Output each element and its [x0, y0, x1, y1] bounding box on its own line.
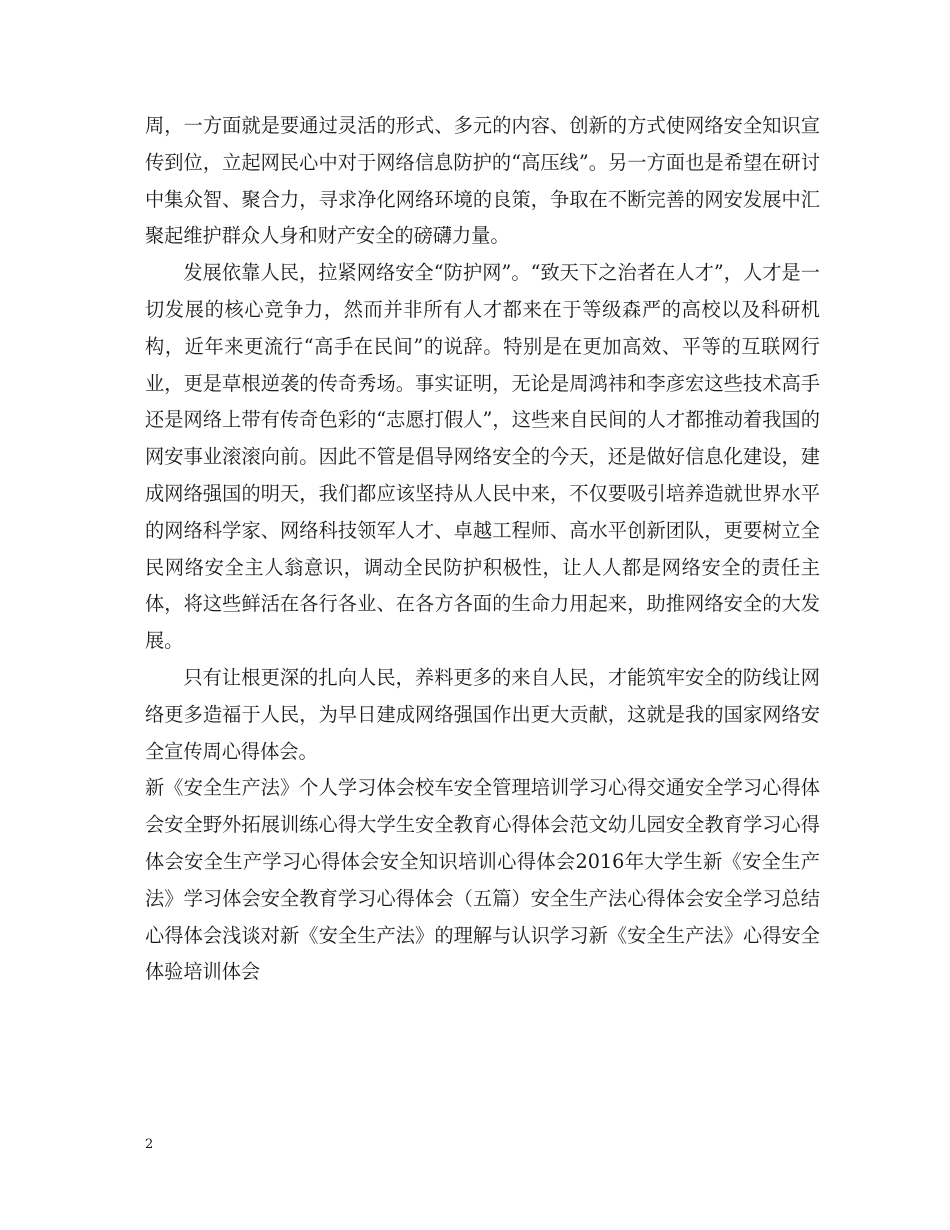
- paragraph-3: 只有让根更深的扎向人民，养料更多的来自人民，才能筑牢安全的防线让网络更多造福于人民，为早日建成网络强国作出更大贡献，这就是我的国家网络安全宣传周心得体会。: [145, 665, 820, 763]
- related-articles-list: 新《安全生产法》个人学习体会校车安全管理培训学习心得交通安全学习心得体会安全野外拓展训练心得大学生安全教育心得体会范文幼儿园安全教育学习心得体会安全生产学习心得体会安全知识培训心得体会2016年大学生新《安全生产法》学习体会安全教育学习心得体会（五篇）安全生产法心得体会安全学习总结心得体会浅谈对新《安全生产法》的理解与认识学习新《安全生产法》心得安全体验培训体会: [145, 776, 820, 984]
- paragraph-1: 周，一方面就是要通过灵活的形式、多元的内容、创新的方式使网络安全知识宣传到位，立起网民心中对于网络信息防护的“高压线”。另一方面也是希望在研讨中集众智、聚合力，寻求净化网络环境的良策，争取在不断完善的网安发展中汇聚起维护群众人身和财产安全的磅礴力量。: [145, 114, 820, 248]
- paragraph-2: 发展依靠人民，拉紧网络安全“防护网”。“致天下之治者在人才”，人才是一切发展的核心竞争力，然而并非所有人才都来在于等级森严的高校以及科研机构，近年来更流行“高手在民间”的说辞。特别是在更加高效、平等的互联网行业，更是草根逆袭的传奇秀场。事实证明，无论是周鸿祎和李彦宏这些技术高手还是网络上带有传奇色彩的“志愿打假人”，这些来自民间的人才都推动着我国的网安事业滚滚向前。因此不管是倡导网络安全的今天，还是做好信息化建设，建成网络强国的明天，我们都应该坚持从人民中来，不仅要吸引培养造就世界水平的网络科学家、网络科技领军人才、卓越工程师、高水平创新团队，更要树立全民网络安全主人翁意识，调动全民防护积极性，让人人都是网络安全的责任主体，将这些鲜活在各行各业、在各方各面的生命力用起来，助推网络安全的大发展。: [145, 261, 820, 653]
- document-body: [145, 108, 820, 991]
- page-number: 2: [145, 1137, 154, 1152]
